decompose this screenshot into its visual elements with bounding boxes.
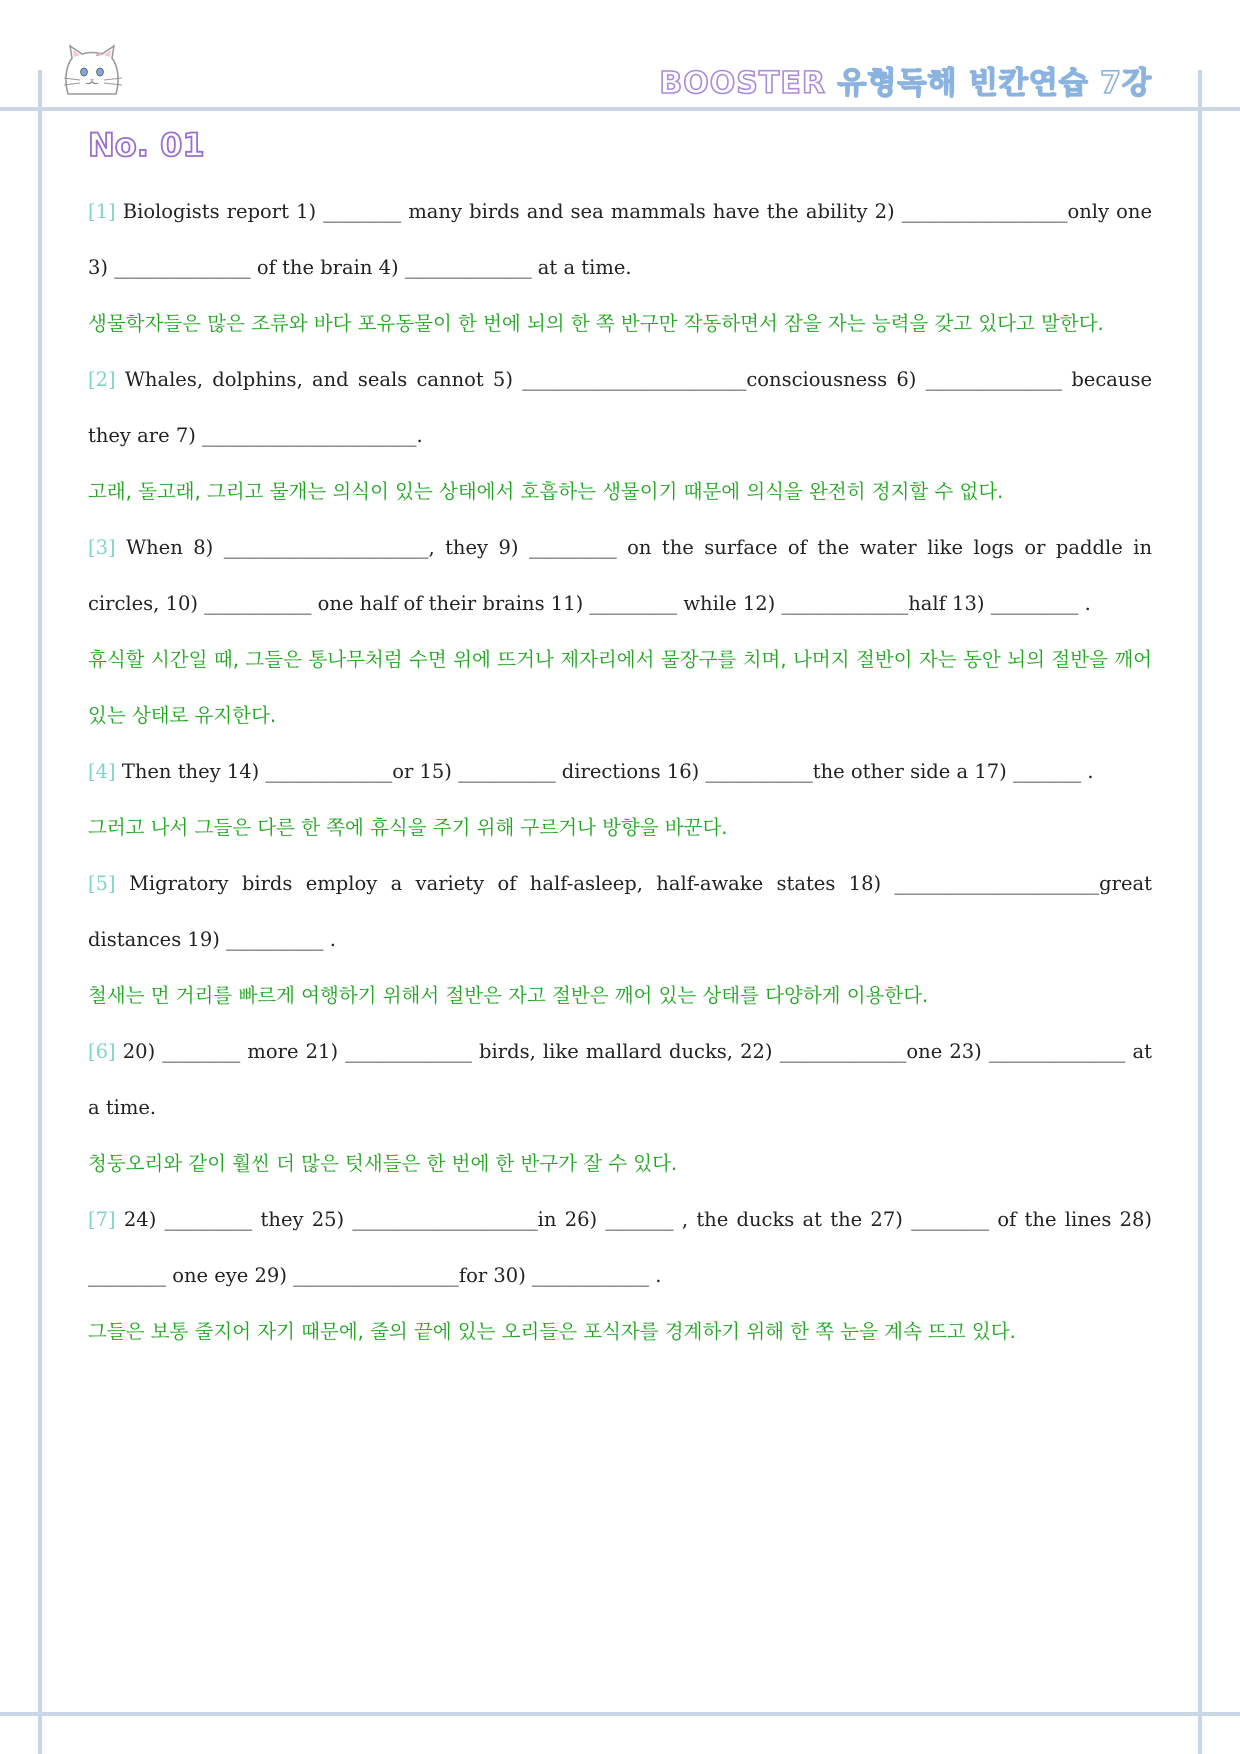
korean-translation: 그들은 보통 줄지어 자기 때문에, 줄의 끝에 있는 오리들은 포식자를 경계하기 위해 한 쪽 눈을 계속 뜨고 있다.	[88, 1320, 1016, 1343]
paragraph-number: [2]	[88, 368, 116, 391]
page-header-title	[659, 58, 1152, 102]
header-title-lesson: 유형독해 빈칸연습 7강	[837, 66, 1152, 101]
paragraph-english	[88, 856, 1152, 968]
english-sentence: Whales, dolphins, and seals cannot 5) _______________________consciousness 6) ______________ because they are 7) ______________________.	[88, 368, 1152, 447]
paragraph-number: [4]	[88, 760, 116, 783]
english-sentence: 20) ________ more 21) _____________ birds, like mallard ducks, 22) _____________one 23) ______________ at a time.	[88, 1040, 1152, 1119]
paragraph-english	[88, 352, 1152, 464]
english-sentence: 24) _________ they 25) ___________________in 26) _______ , the ducks at the 27) ________ of the lines 28) ________ one eye 29) _________________for 30) ____________ .	[88, 1208, 1152, 1287]
paragraph-english	[88, 744, 1152, 800]
korean-translation: 그러고 나서 그들은 다른 한 쪽에 휴식을 주기 위해 구르거나 방향을 바꾼다.	[88, 816, 728, 839]
paragraph-english	[88, 184, 1152, 296]
paragraph-english	[88, 520, 1152, 632]
korean-translation: 고래, 돌고래, 그리고 물개는 의식이 있는 상태에서 호흡하는 생물이기 때문에 의식을 완전히 정지할 수 없다.	[88, 480, 1004, 503]
right-margin-line	[1198, 70, 1202, 1754]
korean-translation: 청둥오리와 같이 훨씬 더 많은 텃새들은 한 번에 한 반구가 잘 수 있다.	[88, 1152, 678, 1175]
left-margin-line	[38, 70, 42, 1754]
header-title-booster: BOOSTER	[659, 66, 826, 101]
paragraph-number: [1]	[88, 200, 116, 223]
footer-divider	[0, 1712, 1240, 1716]
passage-body	[88, 184, 1152, 1360]
paragraph-number: [7]	[88, 1208, 116, 1231]
paragraph-number: [3]	[88, 536, 116, 559]
korean-translation: 생물학자들은 많은 조류와 바다 포유동물이 한 번에 뇌의 한 쪽 반구만 작동하면서 잠을 자는 능력을 갖고 있다고 말한다.	[88, 312, 1104, 335]
header-divider	[0, 107, 1240, 111]
korean-translation: 휴식할 시간일 때, 그들은 통나무처럼 수면 위에 뜨거나 제자리에서 물장구를 치며, 나머지 절반이 자는 동안 뇌의 절반을 깨어 있는 상태로 유지한다.	[88, 648, 1152, 727]
cat-mascot-icon	[60, 44, 126, 100]
paragraph-english	[88, 1192, 1152, 1304]
english-sentence: When 8) _____________________, they 9) _________ on the surface of the water like logs or paddle in circles, 10) ___________ one half of their brains 11) _________ while 12) _____________half 13) _________ .	[88, 536, 1152, 615]
paragraph-english	[88, 1024, 1152, 1136]
english-sentence: Migratory birds employ a variety of half-asleep, half-awake states 18) _____________________great distances 19) __________ .	[88, 872, 1152, 951]
english-sentence: Biologists report 1) ________ many birds and sea mammals have the ability 2) _________________only one 3) ______________ of the brain 4) _____________ at a time.	[88, 200, 1153, 279]
paragraph-number: [6]	[88, 1040, 116, 1063]
paragraph-number: [5]	[88, 872, 116, 895]
english-sentence: Then they 14) _____________or 15) __________ directions 16) ___________the other side a 17) _______ .	[121, 760, 1094, 783]
problem-number: No. 01	[88, 126, 205, 164]
korean-translation: 철새는 먼 거리를 빠르게 여행하기 위해서 절반은 자고 절반은 깨어 있는 상태를 다양하게 이용한다.	[88, 984, 929, 1007]
